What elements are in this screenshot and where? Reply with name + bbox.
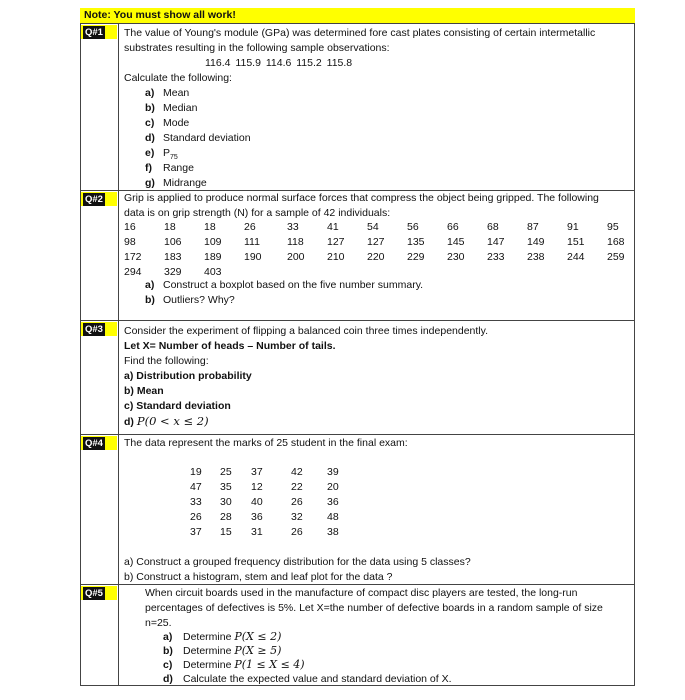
- q5-text-line3: n=25.: [145, 617, 172, 629]
- q1-item-marker: b): [145, 102, 155, 114]
- q5-item-text: Calculate the expected value and standard deviation of X.: [183, 673, 452, 685]
- q2-data-cell: 16: [124, 221, 136, 233]
- q2-text-line1: Grip is applied to produce normal surface forces that compress the object being gripped. The following: [124, 192, 599, 204]
- q5-item: [163, 644, 281, 658]
- q5-item-marker: c): [163, 659, 173, 671]
- q1-observations: 116.4 115.9 114.6 115.2 115.8: [205, 57, 353, 69]
- q1-item: [145, 116, 189, 130]
- q3-text-line3: Find the following:: [124, 355, 209, 367]
- q2-data-cell: 135: [407, 236, 425, 248]
- q2-data-cell: 329: [164, 266, 182, 278]
- q4-data-cell: 15: [220, 526, 232, 538]
- q4-data-cell: 28: [220, 511, 232, 523]
- q1-item-text: Mean: [163, 87, 190, 99]
- q5-item-marker: a): [163, 631, 173, 643]
- q4-data-cell: 48: [327, 511, 339, 523]
- q5-item-expr: P(X ≥ 5): [234, 644, 282, 657]
- q1-item-text: Median: [163, 102, 198, 114]
- q2-data-cell: 98: [124, 236, 136, 248]
- q4-text-line1: The data represent the marks of 25 student in the final exam:: [124, 437, 408, 449]
- q2-item: [145, 278, 423, 292]
- q2-data-cell: 149: [527, 236, 545, 248]
- q5-text-line1: When circuit boards used in the manufacture of compact disc players are tested, the long-run: [145, 587, 578, 599]
- q2-data-cell: 233: [487, 251, 505, 263]
- q2-label: Q#2: [81, 192, 117, 206]
- q2-data-cell: 33: [287, 221, 299, 233]
- q2-data-cell: 183: [164, 251, 182, 263]
- q2-data-cell: 66: [447, 221, 459, 233]
- q5-item: [163, 630, 281, 644]
- q1-item-text: $P_{75}$: [163, 147, 178, 162]
- q4-item-a: a) Construct a grouped frequency distribution for the data using 5 classes?: [124, 556, 471, 568]
- q1-item-text: Mode: [163, 117, 190, 129]
- q5-item-marker: b): [163, 645, 173, 657]
- q2-data-cell: 229: [407, 251, 425, 263]
- q2-data-cell: 41: [327, 221, 339, 233]
- q3-item-b: b) Mean: [124, 385, 164, 397]
- q4-data-cell: 36: [327, 496, 339, 508]
- q2-data-cell: 111: [244, 236, 260, 248]
- q2-item-text: Outliers? Why?: [163, 294, 235, 306]
- q3-item-c: c) Standard deviation: [124, 400, 231, 412]
- q1-item: [145, 161, 194, 175]
- q5-item-text: Determine: [183, 659, 235, 671]
- q2-data-cell: 147: [487, 236, 505, 248]
- q1-item-text: Range: [163, 162, 194, 174]
- q2-data-cell: 190: [244, 251, 262, 263]
- q1-text-line1: The value of Young's module (GPa) was determined fore cast plates consisting of certain intermetallic: [124, 27, 596, 39]
- q2-data-cell: 151: [567, 236, 585, 248]
- q2-data-cell: 106: [164, 236, 182, 248]
- row-divider: [80, 434, 635, 435]
- q2-data-cell: 95: [607, 221, 619, 233]
- q5-item-expr: P(1 ≤ X ≤ 4): [234, 658, 305, 671]
- q1-item-marker: c): [145, 117, 155, 129]
- q1-item: [145, 86, 189, 100]
- q4-data-cell: 31: [251, 526, 263, 538]
- q1-item: [145, 176, 207, 190]
- q3-item-d: d) P(0 < x ≤ 2): [124, 414, 209, 428]
- q2-data-cell: 118: [287, 236, 304, 248]
- q4-data-cell: 30: [220, 496, 232, 508]
- q2-data-cell: 127: [327, 236, 345, 248]
- q5-item-text: Determine: [183, 631, 235, 643]
- q2-data-cell: 87: [527, 221, 539, 233]
- q3-text-line1: Consider the experiment of flipping a balanced coin three times independently.: [124, 325, 489, 337]
- q1-item-text: Midrange: [163, 177, 207, 189]
- q5-item: [163, 672, 452, 686]
- q2-item-marker: a): [145, 279, 155, 291]
- q2-text-line2: data is on grip strength (N) for a sample of 42 individuals:: [124, 207, 391, 219]
- q2-data-cell: 200: [287, 251, 305, 263]
- q4-label: Q#4: [81, 436, 117, 450]
- row-divider: [80, 320, 635, 321]
- q2-data-cell: 109: [204, 236, 222, 248]
- q2-data-cell: 168: [607, 236, 625, 248]
- q1-item-marker: g): [145, 177, 155, 189]
- q2-data-cell: 54: [367, 221, 379, 233]
- q4-item-b: b) Construct a histogram, stem and leaf plot for the data ?: [124, 571, 393, 583]
- q4-data-cell: 22: [291, 481, 303, 493]
- q4-data-cell: 33: [190, 496, 202, 508]
- q1-item: [145, 131, 251, 145]
- q1-item-marker: d): [145, 132, 155, 144]
- q2-data-cell: 145: [447, 236, 465, 248]
- q2-data-cell: 18: [164, 221, 176, 233]
- q4-data-cell: 26: [291, 526, 303, 538]
- q2-data-cell: 56: [407, 221, 419, 233]
- q5-text-line2: percentages of defectives is 5%. Let X=the number of defective boards in a random sample of size: [145, 602, 603, 614]
- q4-data-cell: 19: [190, 466, 202, 478]
- q4-data-cell: 35: [220, 481, 232, 493]
- q2-data-cell: 68: [487, 221, 499, 233]
- q2-data-cell: 230: [447, 251, 465, 263]
- q1-label: Q#1: [81, 25, 117, 39]
- q1-item-marker: e): [145, 147, 155, 159]
- q3-text-line2: Let X= Number of heads – Number of tails.: [124, 340, 336, 352]
- q3-label: Q#3: [81, 322, 117, 336]
- q2-data-cell: 18: [204, 221, 216, 233]
- q5-label: Q#5: [81, 586, 117, 600]
- q1-item-marker: f): [145, 162, 152, 174]
- q2-item-marker: b): [145, 294, 155, 306]
- q2-data-cell: 210: [327, 251, 345, 263]
- q4-data-cell: 38: [327, 526, 339, 538]
- q3-item-a: a) Distribution probability: [124, 370, 252, 382]
- q2-data-cell: 127: [367, 236, 385, 248]
- q4-data-cell: 37: [190, 526, 202, 538]
- q5-item-text: Determine: [183, 645, 235, 657]
- q4-data-cell: 39: [327, 466, 339, 478]
- q4-data-cell: 32: [291, 511, 303, 523]
- q1-prompt: Calculate the following:: [124, 72, 232, 84]
- q2-data-cell: 189: [204, 251, 222, 263]
- q4-data-cell: 40: [251, 496, 263, 508]
- q4-data-cell: 26: [190, 511, 202, 523]
- column-divider: [118, 23, 119, 686]
- q2-data-cell: 26: [244, 221, 256, 233]
- q5-item-marker: d): [163, 673, 173, 685]
- q2-item-text: Construct a boxplot based on the five number summary.: [163, 279, 424, 291]
- q4-data-cell: 26: [291, 496, 303, 508]
- q2-data-cell: 238: [527, 251, 545, 263]
- q4-data-cell: 12: [251, 481, 263, 493]
- q2-data-cell: 172: [124, 251, 142, 263]
- q1-item-text: Standard deviation: [163, 132, 251, 144]
- q4-data-cell: 47: [190, 481, 202, 493]
- q2-data-cell: 259: [607, 251, 625, 263]
- q2-data-cell: 294: [124, 266, 142, 278]
- q5-item: [163, 658, 305, 672]
- q2-item: [145, 293, 235, 307]
- q4-data-cell: 36: [251, 511, 263, 523]
- note-banner: Note: You must show all work!: [80, 8, 635, 23]
- q4-data-cell: 25: [220, 466, 232, 478]
- q4-data-cell: 20: [327, 481, 339, 493]
- q1-text-line2: substrates resulting in the following sample observations:: [124, 42, 390, 54]
- q1-item-marker: a): [145, 87, 155, 99]
- row-divider: [80, 584, 635, 585]
- q2-data-cell: 403: [204, 266, 222, 278]
- q2-data-cell: 220: [367, 251, 385, 263]
- q4-data-cell: 37: [251, 466, 263, 478]
- q4-data-cell: 42: [291, 466, 303, 478]
- q5-item-expr: P(X ≤ 2): [234, 630, 282, 643]
- q2-data-cell: 244: [567, 251, 585, 263]
- q2-data-cell: 91: [567, 221, 579, 233]
- q1-item: [145, 101, 197, 115]
